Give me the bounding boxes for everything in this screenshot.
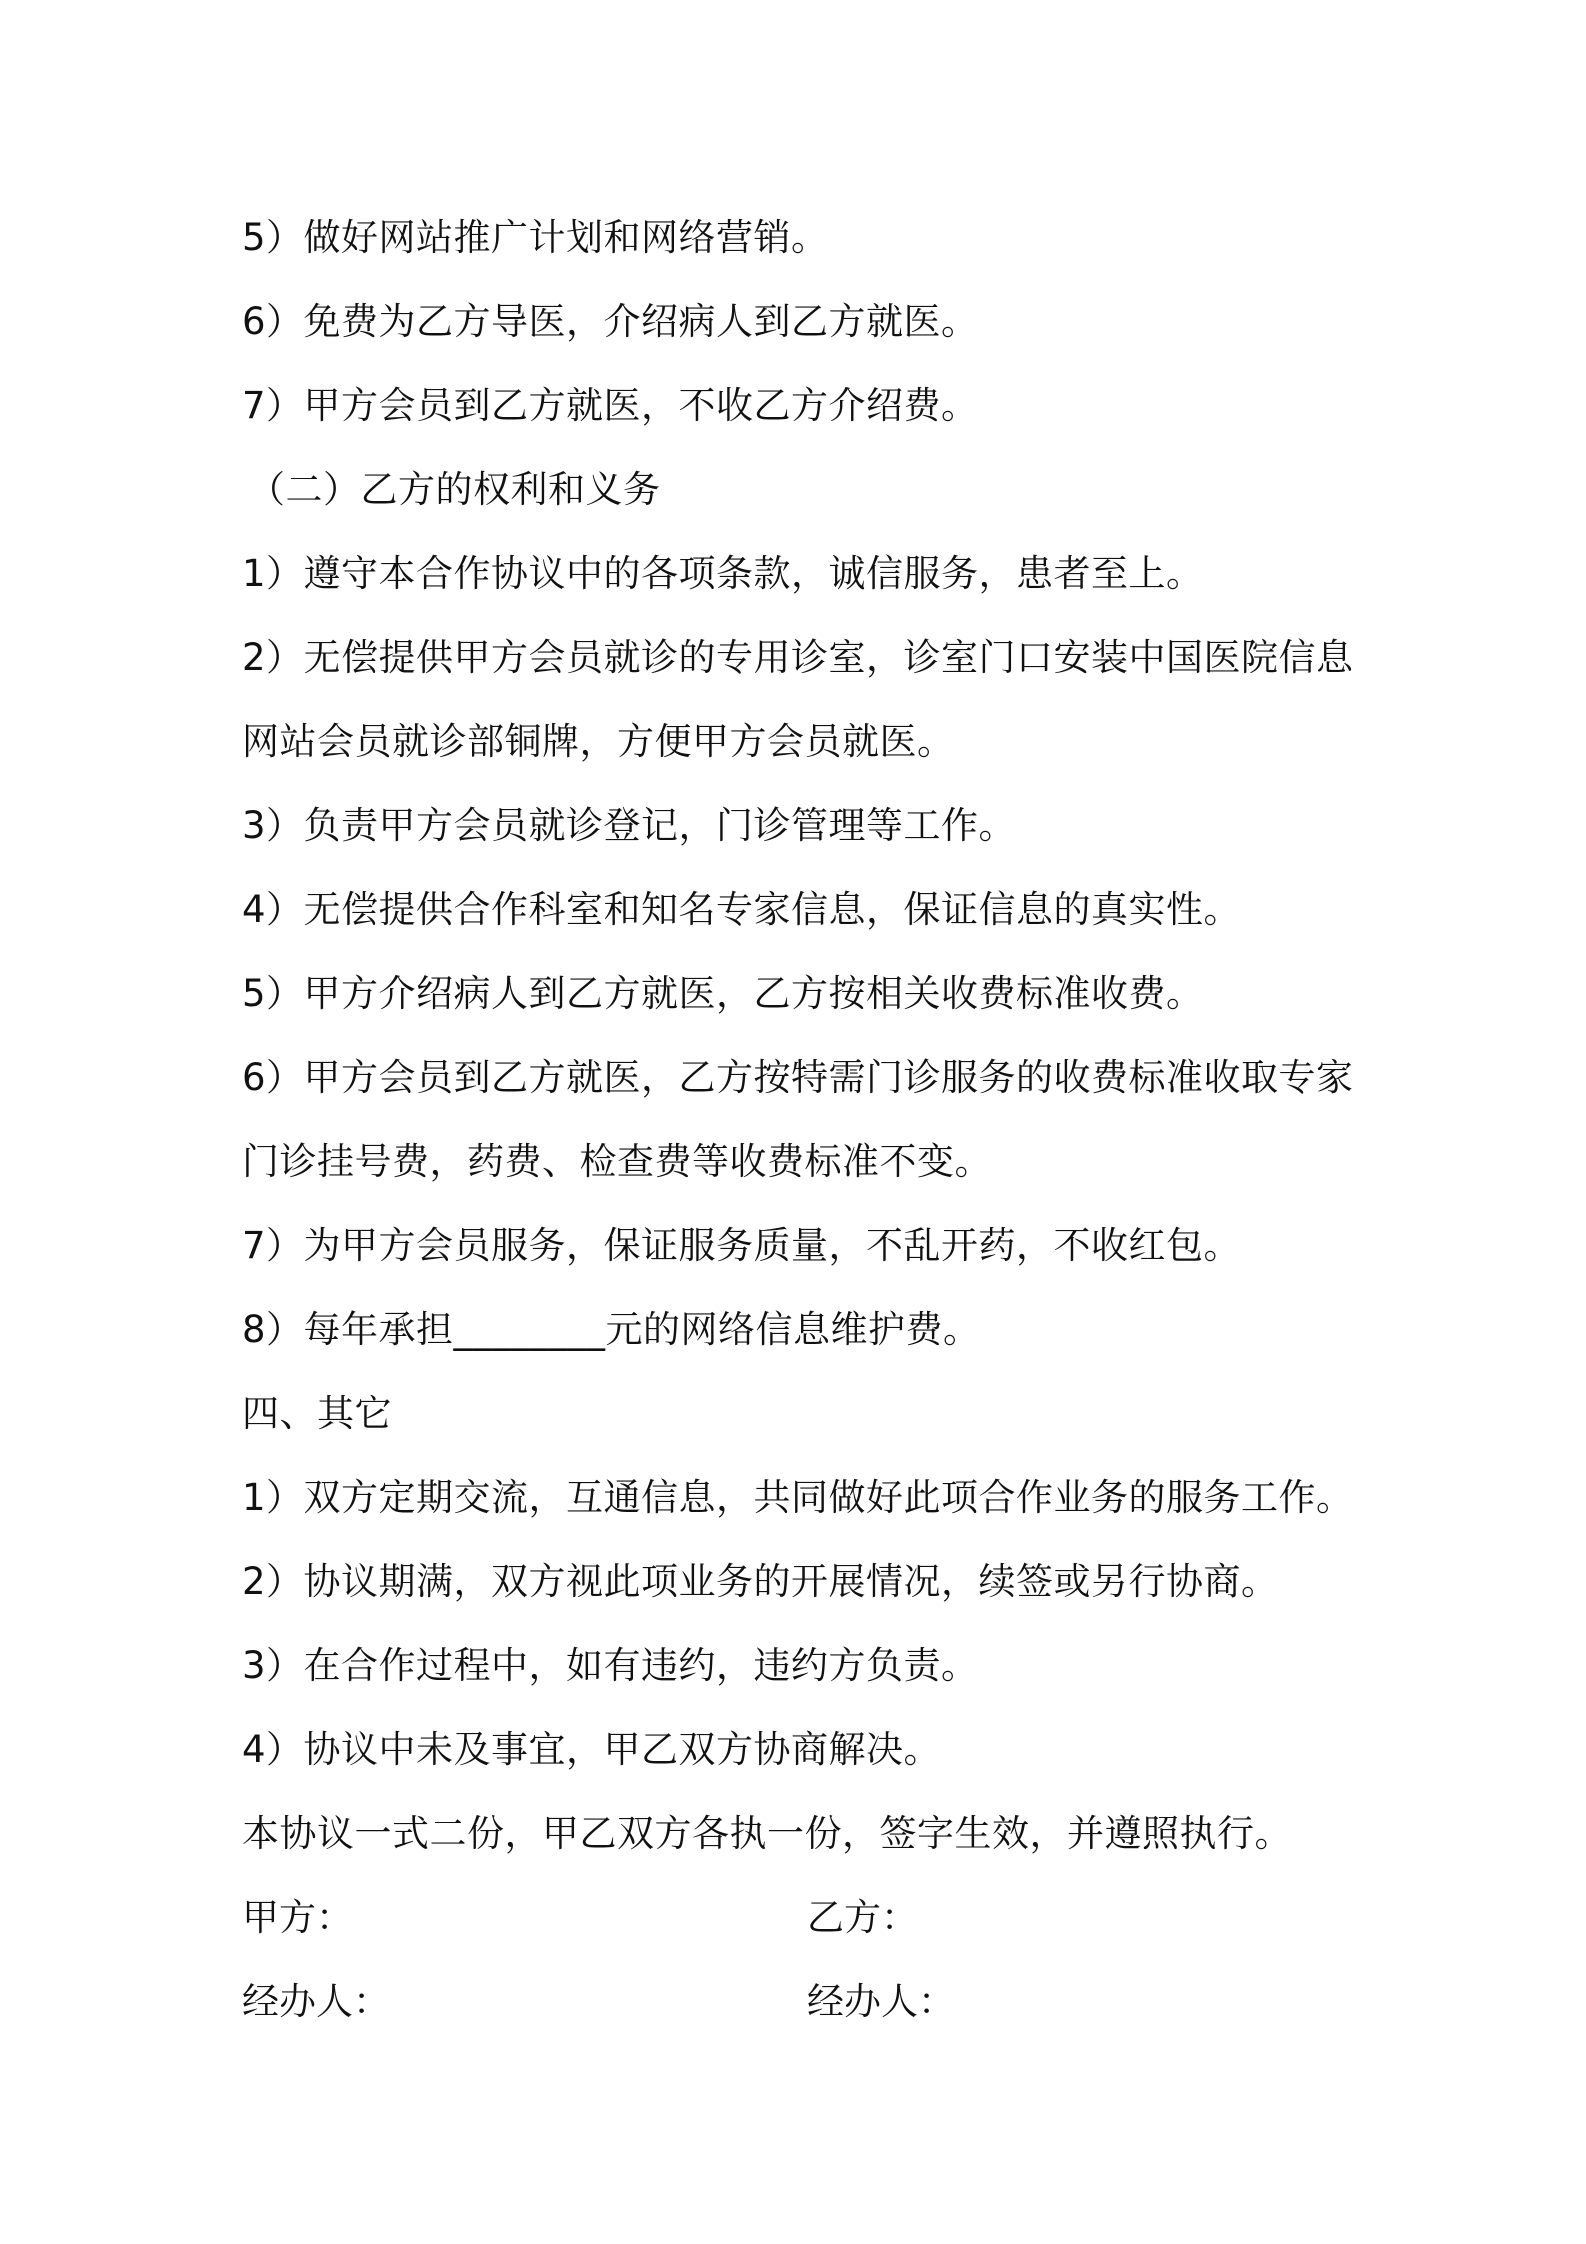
agent-a-label: 经办人： (242, 1980, 390, 2023)
clause-b2: 2）无偿提供甲方会员就诊的专用诊室，诊室门口安装中国医院信息 (242, 636, 1354, 679)
signature-row-parties (242, 1876, 1372, 1960)
clause-b6: 6）甲方会员到乙方就医，乙方按特需门诊服务的收费标准收取专家 (242, 1056, 1354, 1099)
document-body (242, 196, 1372, 2044)
section-heading-party-b: （二）乙方的权利和义务 (248, 468, 661, 511)
section-heading-other: 四、其它 (242, 1392, 392, 1435)
clause-b8: 8）每年承担________元的网络信息维护费。 (242, 1308, 981, 1351)
clause-b2-continued: 网站会员就诊部铜牌，方便甲方会员就医。 (242, 720, 955, 763)
clause-other-3: 3）在合作过程中，如有违约，违约方负责。 (242, 1644, 979, 1687)
clause-b3: 3）负责甲方会员就诊登记，门诊管理等工作。 (242, 804, 1017, 847)
clause-other-2: 2）协议期满，双方视此项业务的开展情况，续签或另行协商。 (242, 1560, 1279, 1603)
signature-row-agents (242, 1960, 1372, 2044)
clause-other-4: 4）协议中未及事宜，甲乙双方协商解决。 (242, 1728, 942, 1771)
clause-a5: 5）做好网站推广计划和网络营销。 (242, 216, 829, 259)
agent-b-label: 经办人： (807, 1980, 955, 2023)
clause-b1: 1）遵守本合作协议中的各项条款，诚信服务，患者至上。 (242, 552, 1204, 595)
clause-b7: 7）为甲方会员服务，保证服务质量，不乱开药，不收红包。 (242, 1224, 1242, 1267)
clause-a7: 7）甲方会员到乙方就医，不收乙方介绍费。 (242, 384, 979, 427)
clause-b5: 5）甲方介绍病人到乙方就医，乙方按相关收费标准收费。 (242, 972, 1204, 1015)
clause-b4: 4）无偿提供合作科室和知名专家信息，保证信息的真实性。 (242, 888, 1242, 931)
party-b-label: 乙方： (807, 1896, 918, 1939)
clause-b6-continued: 门诊挂号费，药费、检查费等收费标准不变。 (242, 1140, 992, 1183)
party-a-label: 甲方： (242, 1896, 353, 1939)
clause-other-1: 1）双方定期交流，互通信息，共同做好此项合作业务的服务工作。 (242, 1476, 1354, 1519)
clause-a6: 6）免费为乙方导医，介绍病人到乙方就医。 (242, 300, 979, 343)
closing-statement: 本协议一式二份，甲乙双方各执一份，签字生效，并遵照执行。 (242, 1812, 1292, 1855)
